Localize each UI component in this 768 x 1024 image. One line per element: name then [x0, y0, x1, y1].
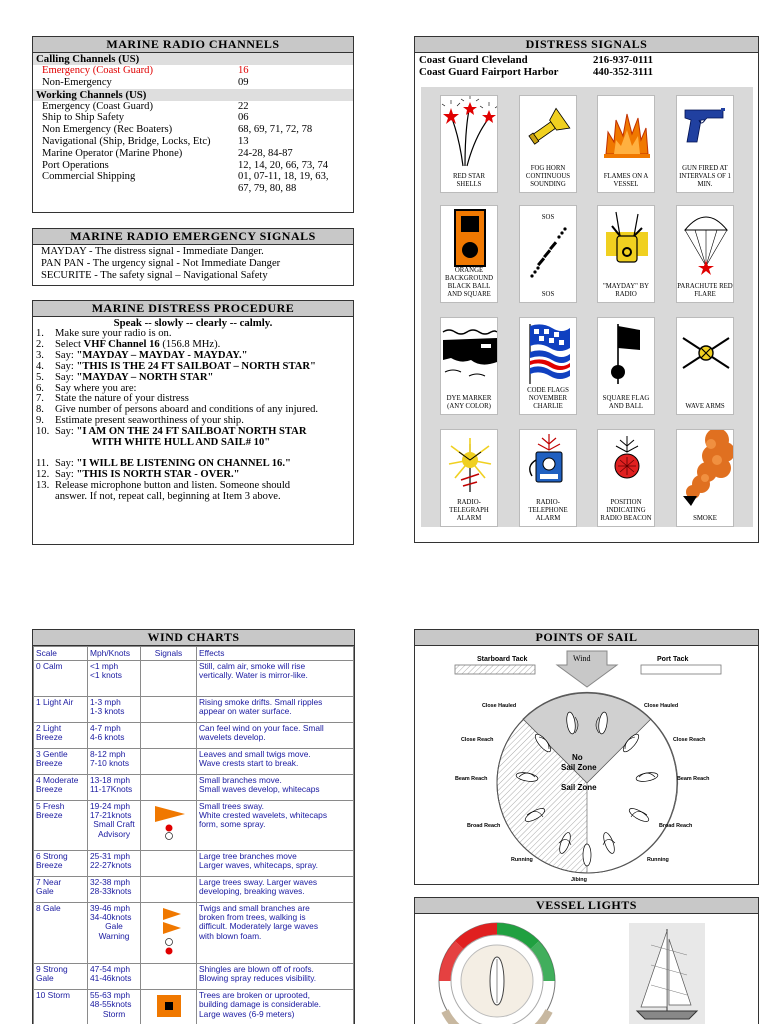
step-bold-text: "I AM ON THE 24 FT SAILBOAT NORTH STAR — [76, 426, 307, 438]
signal-cell-code-flags: CODE FLAGS NOVEMBER CHARLIE — [519, 317, 577, 415]
wind-speed-cell — [88, 749, 141, 775]
step-number: 1. — [36, 328, 44, 339]
wind-speed-text: 28-33knots — [90, 886, 132, 897]
wind-scale-text: 3 Gentle — [36, 749, 68, 759]
wind-scale-text: 9 Strong — [36, 964, 68, 975]
wind-speed-text: 1-3 knots — [90, 706, 125, 717]
wind-effects-text: appear on water surface. — [199, 706, 292, 717]
wind-scale-text: 7 Near — [36, 877, 62, 887]
distress-signals-title: DISTRESS SIGNALS — [415, 37, 758, 53]
wind-scale-cell — [34, 661, 88, 697]
signal-cell-dye-marker: DYE MARKER (ANY COLOR) — [440, 317, 498, 415]
step-text: Say: — [55, 426, 77, 438]
wind-effects-text: Leaves and small twigs move. — [199, 749, 311, 759]
cleveland-phone: 216-937-0111 — [593, 54, 653, 66]
wind-scale-cell — [34, 851, 88, 877]
wind-row — [34, 775, 354, 801]
wind-effects-text: Wave crests start to break. — [199, 758, 299, 769]
emergency-signals-title: MARINE RADIO EMERGENCY SIGNALS — [33, 229, 353, 245]
wind-speed-cell — [88, 723, 141, 749]
wind-speed-text: 17-21knots — [90, 810, 132, 821]
flames-icon — [598, 96, 655, 171]
wind-effects-cell — [197, 723, 354, 749]
signal-cell-fog-horn: FOG HORN CONTINUOUS SOUNDING — [519, 95, 577, 193]
signal-pan-pan: PAN PAN - The urgency signal - Not Immediate Danger — [41, 258, 281, 270]
close-reach-right-label: Close Reach — [673, 737, 706, 743]
step-text: State the nature of your distress — [55, 393, 189, 405]
step-text: Release microphone button and listen. Someone should — [55, 479, 291, 491]
wind-scale-cell — [34, 775, 88, 801]
wind-effects-text: broken from trees, walking is — [199, 912, 306, 923]
wind-effects-text: Twigs and small branches are — [199, 903, 310, 913]
wind-speed-cell — [88, 877, 141, 903]
signal-securite: SECURITE - The safety signal – Navigational Safety — [41, 270, 268, 282]
radio_channels.working-row — [33, 112, 353, 124]
wind-charts-panel — [32, 629, 355, 1024]
wind-speed-cell — [88, 775, 141, 801]
vessel-lights-title: VESSEL LIGHTS — [415, 898, 758, 914]
distress-procedure-panel — [32, 300, 354, 545]
coast-guard-fairport: Coast Guard Fairport Harbor 440-352-3111 — [419, 66, 653, 78]
radio_channels.working-row — [33, 101, 353, 113]
wind-table — [33, 646, 354, 1024]
signal-cell-square-flag-ball: SQUARE FLAG AND BALL — [597, 317, 655, 415]
step-text: Say: — [55, 371, 77, 383]
wind-scale-cell — [34, 723, 88, 749]
wind-effects-text: Blowing spray reduces visibility. — [199, 973, 317, 984]
wind-speed-text: Small Craft — [93, 819, 135, 830]
procedure-step — [33, 438, 353, 449]
wind-speed-text: 55-63 mph — [90, 990, 131, 1001]
wind-speed-text: Storm — [102, 1008, 126, 1019]
broad-reach-right-label: Broad Reach — [659, 823, 693, 829]
vessel-lights-panel — [414, 897, 759, 1024]
working-channels-header: Working Channels (US) — [33, 89, 353, 101]
wind-speed-text: <1 knots — [90, 670, 122, 681]
distress-signals-grid — [421, 87, 753, 527]
wave-arms-icon — [677, 318, 734, 388]
wind-effects-text: Rising smoke drifts. Small ripples — [199, 697, 323, 707]
wind-row — [34, 749, 354, 775]
channel-name: Ship to Ship Safety — [42, 112, 125, 124]
wind-speed-text: 13-18 mph — [90, 775, 131, 785]
radio_channels.calling-row — [33, 77, 353, 89]
gun-icon — [677, 96, 734, 156]
wind-scale-cell — [34, 877, 88, 903]
step-number: 9. — [36, 415, 44, 427]
red-star-shells-icon — [441, 96, 498, 176]
wind-row — [34, 661, 354, 697]
wind-effects-text: Small branches move. — [199, 775, 282, 785]
wind-speed-text: 22-27knots — [90, 860, 132, 871]
radio-beacon-icon — [598, 430, 655, 490]
wind-label: Wind — [573, 654, 591, 663]
radio_channels.working-row — [33, 124, 353, 136]
channel-number: 22 — [238, 100, 249, 112]
no-sail-label: No — [572, 753, 583, 762]
parachute-flare-icon — [677, 206, 734, 280]
step-bold-text: WITH WHITE HULL AND SAIL# 10" — [91, 437, 271, 449]
signal-cell-mayday-radio: "MAYDAY" BY RADIO — [597, 205, 655, 303]
wind-scale-cell — [34, 749, 88, 775]
wind-header-cell: Signals — [141, 647, 197, 661]
working-channels-list — [33, 101, 353, 195]
square-flag-ball-icon — [598, 318, 655, 388]
channel-number: 68, 69, 71, 72, 78 — [238, 124, 313, 136]
radio_channels.working-row — [33, 183, 353, 195]
step-number: 6. — [36, 382, 44, 394]
wind-speed-cell — [88, 851, 141, 877]
radio_channels.working-row — [33, 148, 353, 160]
signal-cell-wave-arms: WAVE ARMS — [676, 317, 734, 415]
channel-number: 01, 07-11, 18, 19, 63, — [238, 171, 329, 183]
wind-effects-text: Large waves (6-9 meters) — [199, 1008, 295, 1019]
wind-effects-text: Still, calm air, smoke will rise — [199, 661, 306, 671]
storm-flag-icon — [149, 991, 189, 1021]
jibing-label: Jibing — [571, 877, 587, 883]
wind-scale-text: 8 Gale — [36, 903, 61, 913]
step-number: 13. — [36, 479, 50, 491]
signal-cell-radio-telegraph: RADIO-TELEGRAPH ALARM — [440, 429, 498, 527]
wind-signal-cell — [141, 877, 197, 903]
channel-number: 67, 79, 80, 88 — [238, 183, 297, 195]
wind-speed-cell — [88, 697, 141, 723]
beam-reach-right-label: Beam Reach — [677, 776, 710, 782]
broad-reach-left-label: Broad Reach — [467, 823, 501, 829]
wind-effects-cell — [197, 749, 354, 775]
wind-row — [34, 903, 354, 964]
wind-signal-cell — [141, 990, 197, 1024]
step-text: Give number of persons aboard and conditions of any injured. — [55, 404, 319, 416]
starboard-tack-swatch — [455, 665, 535, 674]
radio_channels.working-row — [33, 160, 353, 172]
wind-speed-text: 39-46 mph — [90, 903, 131, 913]
wind-scale-text: Gale — [36, 886, 54, 897]
wind-scale-text: 1 Light Air — [36, 697, 74, 707]
step-bold-text: "THIS IS NORTH STAR - OVER." — [76, 468, 240, 480]
calling-channels-list — [33, 65, 353, 89]
wind-effects-text: vertically. Water is mirror-like. — [199, 670, 308, 681]
wind-row — [34, 723, 354, 749]
channel-number: 09 — [238, 76, 249, 88]
wind-effects-text: building damage is considerable. — [199, 999, 321, 1010]
wind-scale-text: 2 Light — [36, 723, 62, 733]
wind-header-cell: Scale — [34, 647, 88, 661]
wind-scale-text: Breeze — [36, 784, 63, 795]
wind-speed-cell — [88, 903, 141, 964]
wind-signal-cell — [141, 697, 197, 723]
wind-row — [34, 851, 354, 877]
wind-speed-text: 7-10 knots — [90, 758, 130, 769]
channel-number: 13 — [238, 135, 249, 147]
wind-speed-text: Advisory — [97, 828, 131, 839]
step-number: 2. — [36, 338, 44, 350]
signal-cell-sos: SOS SOS — [519, 205, 577, 303]
wind-speed-text: 41-46knots — [90, 973, 132, 984]
wind-charts-title: WIND CHARTS — [33, 630, 354, 646]
step-text: Say: — [55, 457, 77, 469]
wind-speed-text: 4-6 knots — [90, 732, 125, 743]
points-of-sail-diagram — [415, 647, 759, 885]
procedure-step — [33, 492, 353, 503]
beam-reach-left-label: Beam Reach — [455, 776, 488, 782]
step-text: Estimate present seaworthiness of your ship. — [55, 415, 244, 427]
step-text: Say where you are: — [55, 382, 137, 394]
calling-channels-header: Calling Channels (US) — [33, 53, 353, 65]
wind-speed-text: 8-12 mph — [90, 749, 126, 759]
channel-name: Non-Emergency — [42, 76, 112, 88]
radio_channels.calling-row — [33, 65, 353, 77]
signal-cell-radio-telephone: RADIO-TELEPHONE ALARM — [519, 429, 577, 527]
wind-row — [34, 990, 354, 1024]
orange-background-icon — [441, 206, 498, 268]
step-text: Make sure your radio is on. — [55, 328, 172, 339]
channel-number: 06 — [238, 112, 249, 124]
wind-row — [34, 801, 354, 851]
channel-name: Commercial Shipping — [42, 171, 136, 183]
wind-speed-text: 25-31 mph — [90, 851, 131, 861]
step-number: 7. — [36, 393, 44, 405]
step-text: Say: — [55, 360, 77, 372]
port-tack-swatch — [641, 665, 721, 674]
wind-scale-text: Breeze — [36, 810, 63, 821]
wind-speed-cell — [88, 964, 141, 990]
wind-scale-text: Breeze — [36, 860, 63, 871]
channel-name: Navigational (Ship, Bridge, Locks, Etc) — [42, 135, 211, 147]
wind-header-cell: Effects — [197, 647, 354, 661]
wind-scale-text: Breeze — [36, 732, 63, 743]
wind-scale-cell — [34, 990, 88, 1024]
wind-effects-text: wavelets develop. — [199, 732, 266, 743]
step-number: 5. — [36, 371, 44, 383]
channel-number: 12, 14, 20, 66, 73, 74 — [238, 159, 329, 171]
wind-scale-cell — [34, 697, 88, 723]
sos-light-icon — [520, 206, 577, 286]
emergency-signals-panel — [32, 228, 354, 286]
small-craft-flag-icon — [149, 802, 189, 842]
wind-scale-text: Gale — [36, 973, 54, 984]
wind-speed-cell — [88, 661, 141, 697]
wind-effects-cell — [197, 661, 354, 697]
signal-mayday: MAYDAY - The distress signal - Immediate Danger. — [41, 246, 264, 257]
wind-scale-text: 6 Strong — [36, 851, 68, 861]
light-arc-wheel — [439, 923, 555, 1024]
wind-effects-cell — [197, 697, 354, 723]
wind-speed-text: 48-55knots — [90, 999, 132, 1010]
signal-cell-gun: GUN FIRED AT INTERVALS OF 1 MIN. — [676, 95, 734, 193]
wind-speed-cell — [88, 990, 141, 1024]
wind-scale-text: 4 Moderate — [36, 775, 79, 785]
wind-effects-text: developing, breaking waves. — [199, 886, 305, 897]
procedure-title: MARINE DISTRESS PROCEDURE — [33, 301, 353, 317]
signal-cell-orange-background: ORANGE BACKGROUND BLACK BALL AND SQUARE — [440, 205, 498, 303]
channel-name: Emergency (Coast Guard) — [42, 65, 154, 76]
wind-effects-cell — [197, 964, 354, 990]
port-tack-label: Port Tack — [657, 656, 689, 663]
signal-cell-red-star-shells: RED STAR SHELLS — [440, 95, 498, 193]
no-sail-zone-label: Sail Zone — [561, 763, 597, 772]
wind-speed-text: 47-54 mph — [90, 964, 131, 975]
step-bold-text: "THIS IS THE 24 FT SAILBOAT – NORTH STAR" — [76, 360, 316, 372]
wind-row — [34, 964, 354, 990]
points-of-sail-panel — [414, 629, 759, 885]
step-text: Say: — [55, 468, 77, 480]
wind-signal-cell — [141, 903, 197, 964]
wind-speed-text: 34-40knots — [90, 912, 132, 923]
step-text: Say: — [55, 349, 77, 361]
wind-scale-text: 0 Calm — [36, 661, 63, 671]
step-bold-text: "MAYDAY – MAYDAY - MAYDAY." — [76, 349, 248, 361]
channel-name — [33, 183, 238, 195]
wind-effects-cell — [197, 990, 354, 1024]
wind-speed-text: Warning — [98, 930, 130, 941]
wind-scale-cell — [34, 903, 88, 964]
wind-signal-cell — [141, 749, 197, 775]
wind-effects-text: form, some spray. — [199, 819, 266, 830]
wind-effects-text: with blown foam. — [199, 930, 262, 941]
channel-name: Port Operations — [42, 159, 109, 171]
wind-effects-text: Larger waves, whitecaps, spray. — [199, 860, 319, 871]
channel-name: Non Emergency (Rec Boaters) — [42, 124, 173, 136]
fog-horn-icon — [520, 96, 577, 166]
wind-effects-text: Can feel wind on your face. Small — [199, 723, 324, 733]
gale-warning-flag-icon — [149, 904, 189, 960]
wind-effects-cell — [197, 877, 354, 903]
radio_channels.working-row — [33, 171, 353, 183]
wind-speed-text: 32-38 mph — [90, 877, 131, 887]
close-hauled-right-label: Close Hauled — [644, 703, 679, 709]
wind-effects-text: Large trees sway. Larger waves — [199, 877, 318, 887]
wind-signal-cell — [141, 661, 197, 697]
channel-number: 16 — [238, 65, 249, 76]
wind-effects-text: Large tree branches move — [199, 851, 297, 861]
wind-scale-cell — [34, 964, 88, 990]
radio-telephone-icon — [520, 430, 577, 494]
radio_channels.working-row — [33, 136, 353, 148]
running-left-label: Running — [511, 857, 533, 863]
signal-cell-smoke: SMOKE — [676, 429, 734, 527]
procedure-subtitle: Speak -- slowly -- clearly -- calmly. — [113, 317, 273, 329]
sailboat-lights-icon — [629, 923, 705, 1024]
wind-effects-text: White crested wavelets, whitecaps — [199, 810, 328, 821]
wind-effects-text: Small trees sway. — [199, 801, 264, 811]
wind-scale-text: 5 Fresh — [36, 801, 65, 811]
radio-telegraph-icon — [441, 430, 498, 500]
step-text-end: (156.8 MHz). — [159, 338, 221, 350]
wind-header-cell: Mph/Knots — [88, 647, 141, 661]
step-number: 10. — [36, 426, 50, 438]
wind-effects-cell — [197, 851, 354, 877]
wind-speed-text: 1-3 mph — [90, 697, 121, 707]
procedure-steps — [33, 329, 353, 503]
wind-scale-text: Breeze — [36, 758, 63, 769]
mayday-radio-icon — [598, 206, 655, 270]
close-reach-left-label: Close Reach — [461, 737, 494, 743]
wind-effects-cell — [197, 903, 354, 964]
step-text: Select — [55, 338, 84, 350]
wind-signal-cell — [141, 801, 197, 851]
distress-signals-panel — [414, 36, 759, 543]
wind-row — [34, 877, 354, 903]
wind-speed-cell — [88, 801, 141, 851]
wind-effects-text: difficult. Moderately large waves — [199, 921, 319, 932]
code-flags-icon — [520, 318, 577, 388]
channel-number: 24-28, 84-87 — [238, 147, 293, 159]
wind-scale-cell — [34, 801, 88, 851]
wind-effects-text: Small waves develop, whitecaps — [199, 784, 320, 795]
wind-effects-text: Trees are broken or uprooted, — [199, 990, 310, 1001]
channel-name: Marine Operator (Marine Phone) — [42, 147, 183, 159]
channel-name: Emergency (Coast Guard) — [42, 100, 154, 112]
step-number: 12. — [36, 468, 50, 480]
wind-signal-cell — [141, 723, 197, 749]
wind-effects-text: Shingles are blown off of roofs. — [199, 964, 314, 975]
points-of-sail-title: POINTS OF SAIL — [415, 630, 758, 646]
sail-zone-label: Sail Zone — [561, 783, 597, 792]
running-right-label: Running — [647, 857, 669, 863]
wind-scale-text: 10 Storm — [36, 990, 70, 1001]
vessel-lights-diagram — [415, 915, 759, 1024]
wind-speed-text: 19-24 mph — [90, 801, 131, 811]
wind-speed-text: Gale — [105, 921, 123, 932]
radio-channels-panel — [32, 36, 354, 213]
wind-signal-cell — [141, 964, 197, 990]
step-number: 8. — [36, 404, 44, 416]
wind-signal-cell — [141, 851, 197, 877]
wind-speed-text: <1 mph — [90, 661, 119, 671]
step-text: answer. If not, repeat call, beginning at Item 3 above. — [55, 490, 281, 502]
starboard-tack-label: Starboard Tack — [477, 656, 528, 663]
step-bold-text: "MAYDAY – NORTH STAR" — [76, 371, 214, 383]
close-hauled-left-label: Close Hauled — [482, 703, 517, 709]
step-number: 3. — [36, 349, 44, 361]
step-bold-text: VHF Channel 16 — [83, 338, 160, 350]
fairport-phone: 440-352-3111 — [593, 66, 653, 78]
wind-speed-text: 4-7 mph — [90, 723, 121, 733]
wind-row — [34, 697, 354, 723]
signal-cell-parachute-flare: PARACHUTE RED FLARE — [676, 205, 734, 303]
radio-channels-title: MARINE RADIO CHANNELS — [33, 37, 353, 53]
step-number: 11. — [36, 457, 49, 469]
step-number: 4. — [36, 360, 44, 372]
signal-cell-flames: FLAMES ON A VESSEL — [597, 95, 655, 193]
coast-guard-cleveland: Coast Guard Cleveland 216-937-0111 — [419, 54, 653, 66]
dye-marker-icon — [441, 318, 498, 388]
signal-cell-radio-beacon: POSITION INDICATING RADIO BEACON — [597, 429, 655, 527]
wind-effects-cell — [197, 775, 354, 801]
wind-effects-cell — [197, 801, 354, 851]
smoke-icon — [677, 430, 734, 510]
wind-signal-cell — [141, 775, 197, 801]
wind-speed-text: 11-17Knots — [90, 784, 133, 795]
step-bold-text: "I WILL BE LISTENING ON CHANNEL 16." — [76, 457, 291, 469]
